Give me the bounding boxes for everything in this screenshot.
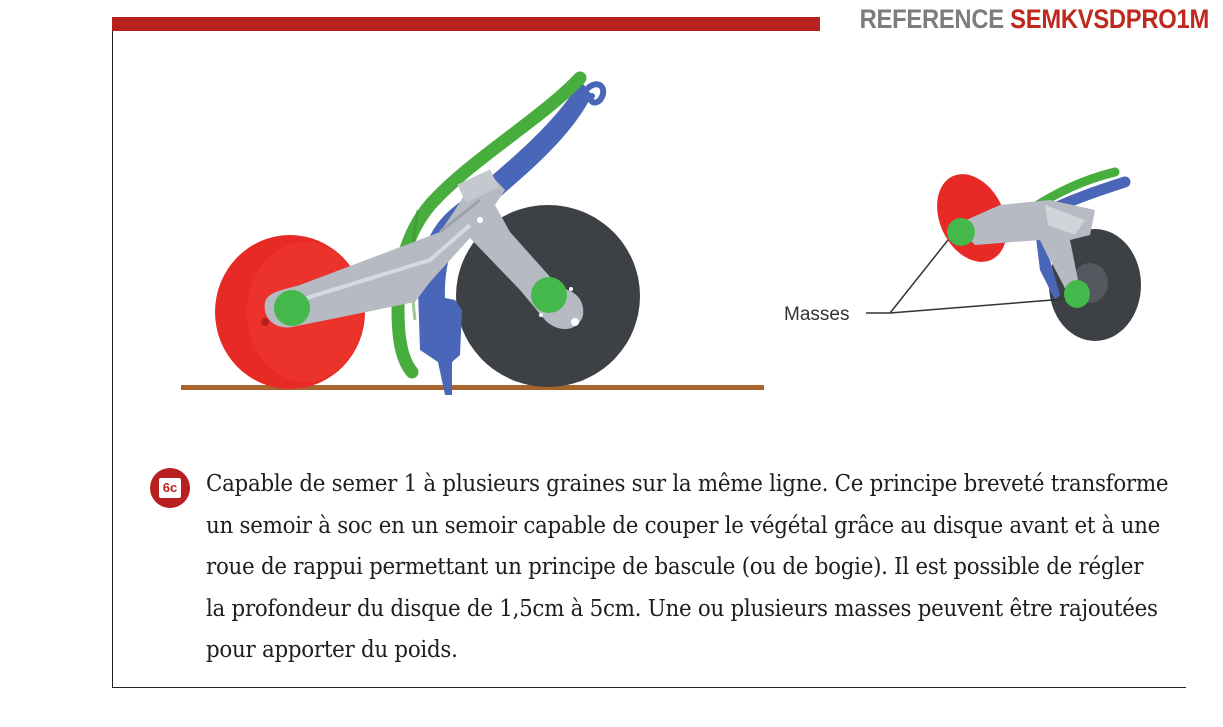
seeder-perspective-view [924, 163, 1141, 341]
caption-line: Capable de semer 1 à plusieurs graines sur la même ligne. Ce principe breveté transforme [206, 471, 1169, 497]
reference-code: SEMKVSDPRO1M [1010, 4, 1209, 34]
caption-line: la profondeur du disque de 1,5cm à 5cm. Une ou plusieurs masses peuvent être rajoutées [206, 595, 1158, 622]
disc-hub [261, 318, 269, 326]
figure-number: 6c [159, 478, 181, 498]
reference-label: REFERENCE [859, 4, 1004, 34]
weight-front [274, 290, 310, 326]
masses-label: Masses [784, 304, 850, 325]
arm-bolt [477, 217, 483, 223]
weight-rear [531, 277, 567, 313]
caption-line: roue de rappui permettant un principe de bascule (ou de bogie). Il est possible de régler [206, 554, 1144, 580]
figure-number-badge [150, 468, 190, 508]
caption-line: pour apporter du poids. [206, 637, 458, 663]
caption-line: un semoir à soc en un semoir capable de couper le végétal grâce au disque avant et à une [206, 512, 1161, 539]
caption-text [206, 464, 1169, 672]
small-weight-rear [1064, 280, 1090, 308]
small-weight-front [947, 218, 975, 246]
seeder-side-view [181, 78, 764, 395]
arm-bolt [571, 318, 579, 326]
